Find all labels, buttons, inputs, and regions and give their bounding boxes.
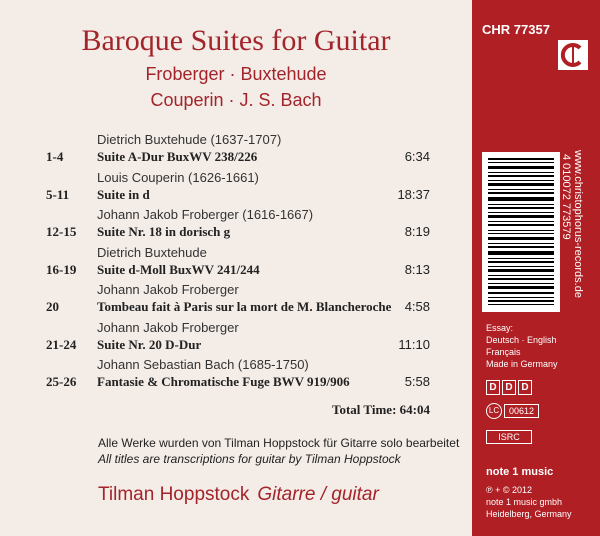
work-title: Suite Nr. 20 D-Dur	[97, 336, 202, 352]
track-numbers: 5-11	[46, 186, 70, 202]
track-numbers: 25-26	[46, 374, 77, 389]
track-numbers: 16-19	[46, 261, 77, 277]
ddd-letter: D	[486, 380, 500, 395]
isrc-box: ISRC	[486, 430, 532, 444]
copyright-line-3: Heidelberg, Germany	[486, 509, 572, 519]
barcode-bars-icon	[482, 152, 560, 312]
performer-name: Tilman Hoppstock	[98, 484, 250, 505]
track-row	[36, 282, 436, 320]
track-numbers: 20	[46, 299, 59, 314]
composer-name: Dietrich Buxtehude (1637-1707)	[97, 132, 282, 147]
transcription-note-english: All titles are transcriptions for guitar by Tilman Hoppstock	[98, 452, 401, 466]
performer-role: Gitarre / guitar	[257, 484, 379, 505]
track-duration: 11:10	[398, 336, 430, 352]
work-title: Suite d-Moll BuxWV 241/244	[97, 261, 260, 277]
track-duration: 8:13	[404, 261, 430, 277]
composer-name: Johann Jakob Froberger (1616-1667)	[97, 207, 314, 222]
work-title: Tombeau fait à Paris sur la mort de M. Blancheroche	[97, 299, 392, 314]
ddd-letter: D	[502, 380, 516, 395]
label-code	[486, 403, 539, 419]
album-title: Baroque Suites for Guitar	[81, 24, 391, 57]
track-duration: 6:34	[404, 149, 430, 164]
track-numbers: 12-15	[46, 224, 77, 239]
copyright-line-2: note 1 music gmbh	[486, 497, 563, 507]
track-duration: 5:58	[404, 374, 430, 389]
work-title: Fantasie & Chromatische Fuge BWV 919/906	[97, 374, 350, 389]
copyright-line-1: ℗ + © 2012	[486, 485, 533, 495]
christophorus-logo-icon	[558, 40, 588, 70]
website-url: www.christophorus-records.de	[572, 150, 584, 298]
transcription-note-german: Alle Werke wurden von Tilman Hoppstock für Gitarre solo bearbeitet	[98, 436, 460, 450]
composer-name: Johann Sebastian Bach (1685-1750)	[97, 357, 309, 372]
catalog-number: CHR 77357	[482, 22, 550, 37]
track-row	[36, 357, 436, 395]
barcode-digits: 4 010072 773579	[560, 154, 572, 240]
total-time: Total Time: 64:04	[332, 402, 430, 417]
composer-name: Johann Jakob Froberger	[97, 319, 239, 335]
essay-languages-2: Français	[486, 347, 521, 357]
composer-name: Johann Jakob Froberger	[97, 282, 239, 297]
performer-credit	[98, 484, 379, 506]
website-container	[570, 150, 586, 350]
composers-line-2: Couperin · J. S. Bach	[150, 90, 322, 110]
track-list	[36, 132, 436, 395]
composer-name: Dietrich Buxtehude	[97, 244, 207, 260]
essay-info	[486, 322, 557, 358]
track-numbers: 1-4	[46, 149, 64, 164]
label-sidebar	[472, 0, 600, 536]
track-row	[36, 320, 436, 358]
lc-mark: LC	[486, 403, 502, 419]
work-title: Suite A-Dur BuxWV 238/226	[97, 149, 258, 164]
record-label-name: note 1 music	[486, 466, 554, 478]
copyright-info	[486, 484, 572, 520]
track-row	[36, 245, 436, 283]
track-row	[36, 170, 436, 208]
track-duration: 8:19	[404, 224, 430, 239]
track-numbers: 21-24	[46, 336, 77, 352]
track-row	[36, 132, 436, 170]
ddd-code	[486, 380, 532, 395]
track-duration: 18:37	[397, 186, 430, 202]
track-duration: 4:58	[404, 299, 430, 314]
lc-code: 00612	[504, 404, 539, 418]
barcode	[482, 152, 560, 312]
ddd-letter: D	[518, 380, 532, 395]
work-title: Suite Nr. 18 in dorisch g	[97, 224, 231, 239]
made-in-germany: Made in Germany	[486, 359, 558, 369]
work-title: Suite in d	[97, 186, 150, 202]
essay-label: Essay:	[486, 323, 514, 333]
composer-name: Louis Couperin (1626-1661)	[97, 169, 259, 185]
track-row	[36, 207, 436, 245]
composers-line-1: Froberger · Buxtehude	[145, 64, 327, 84]
essay-languages-1: Deutsch · English	[486, 335, 557, 345]
